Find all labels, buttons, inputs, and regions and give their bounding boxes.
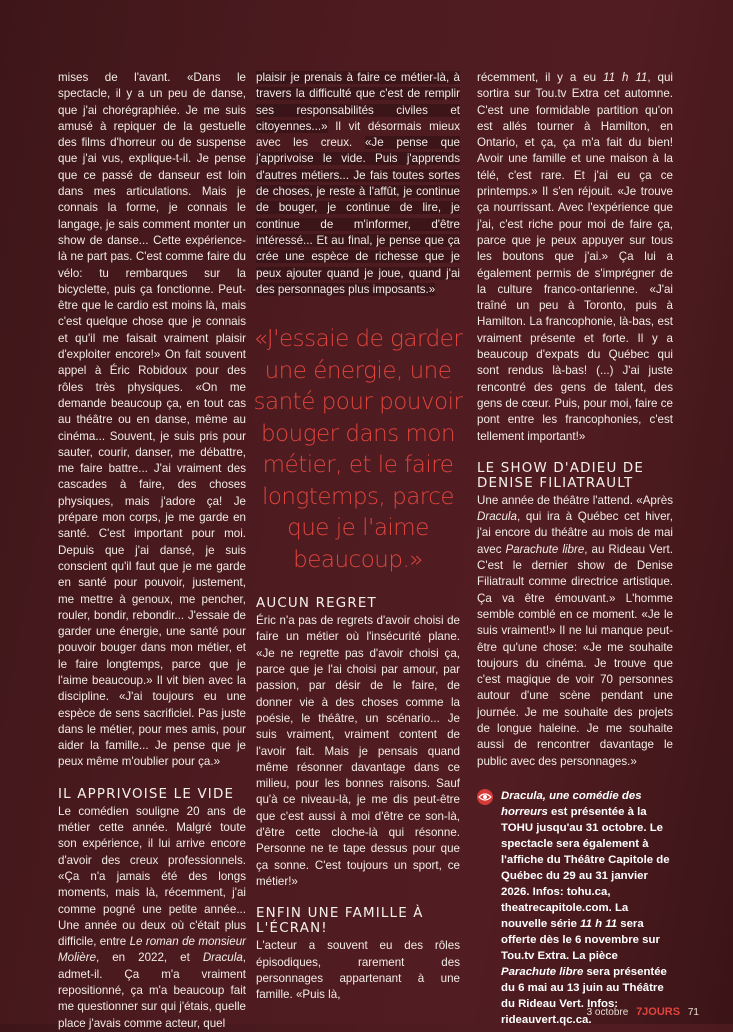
body-text: Une année de théâtre l'attend. «Après Dracula, qui ira à Québec cet hiver, j'ai encore du théâtre au mois de mai avec Parachute libre, au Rideau Vert. C'est le dernier show de Denise Filiatrault comme directrice artistique. Ça va être émouvant.» L'homme semble comblé en ce moment. «Je le suis vraiment!» Il ne lui manque peut-être qu'une chose: «Je me souhaite toujours du cinéma. Je trouve que c'est magique de voir 70 personnes autour d'une scène pendant une journée. Je me souhaite des projets de longue haleine. Je me souhaite aussi de rencontrer davantage le public avec des personnages.» — [477, 493, 673, 768]
section-heading-vide: IL APPRIVOISE LE VIDE — [58, 786, 235, 802]
magazine-logo: 7JOURS — [636, 1006, 681, 1018]
page-footer — [587, 1006, 699, 1018]
column-2 — [253, 70, 463, 1003]
body-text: Le comédien souligne 20 ans de métier cette année. Malgré toute son expérience, il lui arrive encore d'avoir des creux professionnels. «Ça n'a jamais été des longs moments, mais là, récemment, j'ai comme pogné une petite année... Une année ou deux où c'était plus difficile, entre Le roman de monsieur Molière, en 2022, et Dracula, admet-il. Ça m'a vraiment repositionné, ça m'a beaucoup fait me questionner sur qui j'étais, quelle place j'avais comme acteur, quel — [58, 804, 246, 1030]
body-text: mises de l'avant. «Dans le spectacle, il y a un peu de danse, que j'ai chorégraphiée. Je me suis amusé à repiquer de la gestuelle des films d'horreur ou de suspense que j'ai vus, explique-t-il. Je pense que ce passé de danseur est loin dans mes articulations. Mais je connais la forme, je connais le langage, je sais comment monter un show de danse... Cette expérience-là ne part pas. C'est comme faire du vélo: tu rembarques sur la bicyclette, puis ça fonctionne. Peut-être que le cardio est moins là, mais c'est quelque chose que je connais et qu'il me faisait vraiment plaisir d'exploiter encore!» On fait souvent appel à Éric Robidoux pour des rôles très physiques. «On me demande beaucoup ça, en tout cas au théâtre ou en danse, même au cinéma... Souvent, je suis pris pour sauter, courir, danser, me débattre, me faire battre... J'ai vraiment des cascades à faire, des choses physiques, mais j'adore ça! Je prépare mon corps, je me garde en santé. C'est important pour moi. Depuis que j'ai dansé, je suis conscient qu'il faut que je me garde en santé pour pouvoir, justement, me mettre à genoux, me pencher, rouler, bondir, rebondir... J'essaie de garder une énergie, une santé pour pouvoir bouger dans mon métier, et le faire longtemps, parce que je l'aime beaucoup.» Il vit bien avec la discipline. «J'ai toujours eu une espèce de sens sacrificiel. Pas juste dans le métier, pour mes amis, pour aider la famille... Je pense que je peux même m'oublier pour ça.» — [58, 71, 246, 769]
section-heading-famille: ENFIN UNE FAMILLE À L'ÉCRAN! — [256, 906, 424, 937]
pull-quote: «J'essaie de garder une énergie, une santé pour pouvoir bouger dans mon métier, et le faire longtemps, parce que je l'aime beaucoup.» — [253, 326, 463, 573]
body-text: récemment, il y a eu 11 h 11, qui sortira sur Tou.tv Extra cet automne. C'est une formidable partition qu'on est allés tourner à Hamilton, en Ontario, et ça, ça m'a fait du bien! Avoir une famille et une maison à la télé, c'est rare. Et j'ai eu ça ce printemps.» Il s'en réjouit. «Je trouve ça nourrissant. Avec l'expérience que j'ai, c'est riche pour moi de faire ça, parce que je peux appuyer sur tous les boutons que j'ai.» Ça lui a également permis de s'imprégner de la culture franco-ontarienne. «J'ai traîné un peu à Toronto, puis à Hamilton. La francophonie, là-bas, est vraiment présente et forte. Il y a beaucoup d'expats du Québec qui sont rendus là-bas! (...) J'ai juste rencontré des gens de talent, des gens de cœur. Puis, pour moi, faire ce pont entre les francophonies, c'est tellement important!» — [477, 71, 673, 443]
section-heading-adieu: LE SHOW D'ADIEU DE DENISE FILIATRAULT — [477, 460, 645, 491]
callout-text: Dracula, une comédie des horreurs est présentée à la TOHU jusqu'au 31 octobre. Le spectacle sera également à l'affiche du Théâtre Capitole de Québec du 29 au 31 janvier 2026. Infos: tohu.ca, theatrecapitole.com. La nouvelle série 11 h 11 sera offerte dès le 6 novembre sur Tou.tv Extra. La pièce Parachute libre sera présentée du 6 mai au 13 juin au Théâtre du Rideau Vert. Infos: rideauvert.qc.ca. — [501, 789, 670, 1026]
column-3 — [477, 70, 673, 1028]
section-heading-regret: AUCUN REGRET — [256, 596, 377, 612]
page-number: 71 — [687, 1007, 699, 1018]
body-text: plaisir je prenais à faire ce métier-là, à travers la difficulté que c'est de remplir ses responsabilités civiles et citoyennes...» Il vit désormais mieux avec les creux. «Je pense que j'apprivoise le vide. Puis j'apprends d'autres métiers... Je fais toutes sortes de choses, je reste à l'affût, je continue de bouger, je continue de lire, je continue de m'informer, d'être intéressé... Et au final, je pense que ça crée une espèce de richesse que je peux ajouter quand je joue, quand j'ai des personnages plus imposants.» — [256, 71, 461, 296]
eye-icon — [477, 789, 493, 805]
column-1 — [58, 70, 246, 1032]
body-text: L'acteur a souvent eu des rôles épisodiques, rarement des personnages appartenant à une famille. «Puis là, — [256, 939, 460, 1002]
body-text: Éric n'a pas de regrets d'avoir choisi de faire un métier où l'insécurité plane. «Je ne regrette pas d'avoir choisi ça, parce que je l'ai choisi par amour, par passion, par désir de le faire, de donner vie à des choses comme la poésie, le théâtre, un scénario... Je suis vraiment, vraiment content de l'avoir fait. Mais je pensais quand même résonner davantage dans ce milieu, pour les bonnes raisons. Sauf qu'à ce niveau-là, je me dis peut-être que c'est aussi à moi d'être ce son-là, d'être cette cloche-là qui résonne. Personne ne te tape dessus pour que ça sonne. C'est toujours un sport, ce métier!» — [256, 614, 460, 888]
issue-date: 3 octobre — [586, 1007, 629, 1018]
info-callout — [477, 788, 673, 1028]
